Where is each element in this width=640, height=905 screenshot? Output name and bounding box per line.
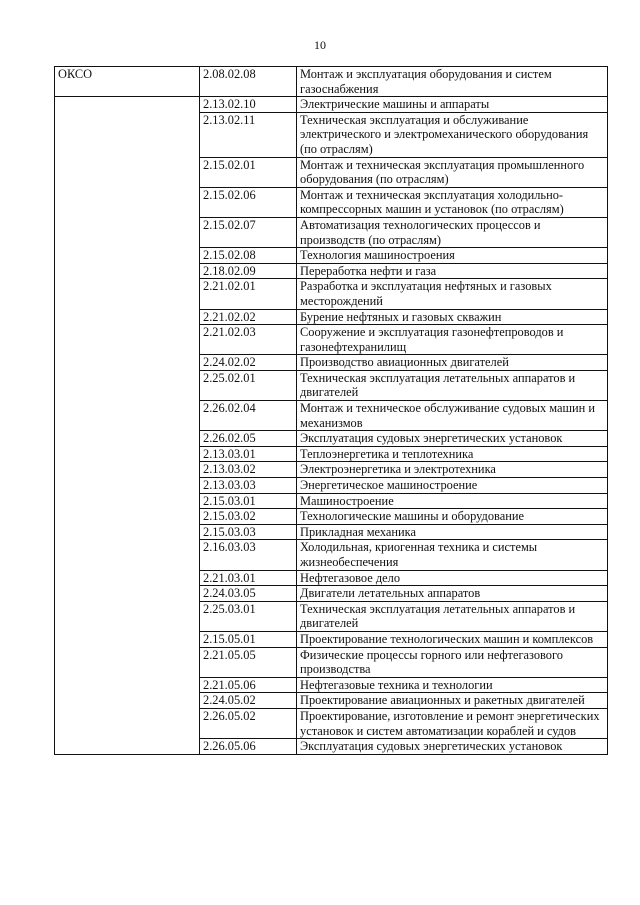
specialty-code: 2.16.03.03 — [200, 540, 297, 570]
specialty-code: 2.24.05.02 — [200, 693, 297, 709]
specialty-code: 2.15.02.06 — [200, 187, 297, 217]
specialty-code: 2.25.02.01 — [200, 370, 297, 400]
okso-table — [54, 66, 608, 755]
classifier-label-cell — [55, 279, 200, 309]
classifier-label-cell — [55, 586, 200, 602]
specialty-code: 2.26.05.02 — [200, 708, 297, 738]
table-row — [55, 157, 608, 187]
specialty-code: 2.24.02.02 — [200, 355, 297, 371]
specialty-name: Прикладная механика — [297, 524, 608, 540]
table-row — [55, 97, 608, 113]
specialty-name: Монтаж и техническое обслуживание судовых машин и механизмов — [297, 401, 608, 431]
page-number: 10 — [314, 38, 326, 52]
table-row — [55, 478, 608, 494]
specialty-name: Физические процессы горного или нефтегазового производства — [297, 647, 608, 677]
classifier-label-cell — [55, 708, 200, 738]
classifier-label-cell — [55, 325, 200, 355]
table-row — [55, 325, 608, 355]
specialty-name: Техническая эксплуатация летательных аппаратов и двигателей — [297, 601, 608, 631]
table-row — [55, 279, 608, 309]
classifier-label-cell — [55, 355, 200, 371]
classifier-label: ОКСО — [55, 67, 200, 97]
specialty-name: Эксплуатация судовых энергетических установок — [297, 739, 608, 755]
specialty-code: 2.13.03.03 — [200, 478, 297, 494]
specialty-name: Техническая эксплуатация летательных аппаратов и двигателей — [297, 370, 608, 400]
table-row — [55, 524, 608, 540]
table-row — [55, 401, 608, 431]
classifier-label-cell — [55, 263, 200, 279]
classifier-label-cell — [55, 446, 200, 462]
specialty-name: Холодильная, криогенная техника и системы жизнеобеспечения — [297, 540, 608, 570]
specialty-name: Нефтегазовое дело — [297, 570, 608, 586]
specialty-code: 2.21.02.01 — [200, 279, 297, 309]
specialty-name: Монтаж и техническая эксплуатация холодильно-компрессорных машин и установок (по отраслям) — [297, 187, 608, 217]
classifier-label-cell — [55, 431, 200, 447]
table-row — [55, 540, 608, 570]
table-row — [55, 446, 608, 462]
specialty-name: Сооружение и эксплуатация газонефтепроводов и газонефтехранилищ — [297, 325, 608, 355]
table-row — [55, 570, 608, 586]
table-row — [55, 493, 608, 509]
specialty-code: 2.24.03.05 — [200, 586, 297, 602]
specialty-name: Машиностроение — [297, 493, 608, 509]
specialty-name: Монтаж и эксплуатация оборудования и систем газоснабжения — [297, 67, 608, 97]
specialty-code: 2.15.02.07 — [200, 217, 297, 247]
table-row — [55, 708, 608, 738]
specialty-code: 2.13.02.11 — [200, 112, 297, 157]
table-row — [55, 693, 608, 709]
specialty-code: 2.13.02.10 — [200, 97, 297, 113]
table-row — [55, 112, 608, 157]
specialty-code: 2.21.02.02 — [200, 309, 297, 325]
table-row — [55, 739, 608, 755]
table-row — [55, 586, 608, 602]
classifier-label-cell — [55, 112, 200, 157]
specialty-code: 2.15.03.02 — [200, 509, 297, 525]
specialty-name: Электрические машины и аппараты — [297, 97, 608, 113]
table-row — [55, 309, 608, 325]
specialty-code: 2.15.03.03 — [200, 524, 297, 540]
table-row — [55, 462, 608, 478]
classifier-label-cell — [55, 217, 200, 247]
classifier-label-cell — [55, 478, 200, 494]
table-row — [55, 355, 608, 371]
specialty-code: 2.15.03.01 — [200, 493, 297, 509]
specialty-code: 2.15.02.01 — [200, 157, 297, 187]
specialty-name: Эксплуатация судовых энергетических установок — [297, 431, 608, 447]
classifier-label-cell — [55, 677, 200, 693]
specialty-code: 2.26.02.05 — [200, 431, 297, 447]
table-row — [55, 431, 608, 447]
specialty-code: 2.21.05.05 — [200, 647, 297, 677]
table-row — [55, 677, 608, 693]
specialty-name: Проектирование авиационных и ракетных двигателей — [297, 693, 608, 709]
specialty-name: Электроэнергетика и электротехника — [297, 462, 608, 478]
classifier-label-cell — [55, 187, 200, 217]
specialty-code: 2.21.02.03 — [200, 325, 297, 355]
table-row — [55, 631, 608, 647]
specialty-name: Теплоэнергетика и теплотехника — [297, 446, 608, 462]
table-row — [55, 263, 608, 279]
table-row — [55, 647, 608, 677]
okso-table-body — [55, 67, 608, 755]
specialty-name: Переработка нефти и газа — [297, 263, 608, 279]
specialty-name: Техническая эксплуатация и обслуживание электрического и электромеханического оборудования (по отраслям) — [297, 112, 608, 157]
specialty-name: Бурение нефтяных и газовых скважин — [297, 309, 608, 325]
table-row — [55, 248, 608, 264]
classifier-label-cell — [55, 631, 200, 647]
specialty-code: 2.18.02.09 — [200, 263, 297, 279]
classifier-label-cell — [55, 493, 200, 509]
classifier-label-cell — [55, 309, 200, 325]
classifier-label-cell — [55, 739, 200, 755]
specialty-name: Проектирование технологических машин и комплексов — [297, 631, 608, 647]
specialty-name: Двигатели летательных аппаратов — [297, 586, 608, 602]
table-row — [55, 509, 608, 525]
specialty-name: Производство авиационных двигателей — [297, 355, 608, 371]
specialty-code: 2.21.03.01 — [200, 570, 297, 586]
classifier-label-cell — [55, 570, 200, 586]
classifier-label-cell — [55, 97, 200, 113]
classifier-label-cell — [55, 157, 200, 187]
specialty-code: 2.25.03.01 — [200, 601, 297, 631]
specialty-name: Нефтегазовые техника и технологии — [297, 677, 608, 693]
specialty-name: Проектирование, изготовление и ремонт энергетических установок и систем автоматизации кораблей и судов — [297, 708, 608, 738]
specialty-name: Технологические машины и оборудование — [297, 509, 608, 525]
table-row — [55, 67, 608, 97]
classifier-label-cell — [55, 540, 200, 570]
table-row — [55, 601, 608, 631]
classifier-label-cell — [55, 693, 200, 709]
specialty-code: 2.13.03.02 — [200, 462, 297, 478]
specialty-code: 2.15.05.01 — [200, 631, 297, 647]
specialty-code: 2.26.02.04 — [200, 401, 297, 431]
classifier-label-cell — [55, 524, 200, 540]
classifier-label-cell — [55, 647, 200, 677]
specialty-name: Монтаж и техническая эксплуатация промышленного оборудования (по отраслям) — [297, 157, 608, 187]
table-row — [55, 370, 608, 400]
classifier-label-cell — [55, 601, 200, 631]
specialty-code: 2.13.03.01 — [200, 446, 297, 462]
specialty-code: 2.26.05.06 — [200, 739, 297, 755]
classifier-label-cell — [55, 509, 200, 525]
specialty-name: Энергетическое машиностроение — [297, 478, 608, 494]
classifier-label-cell — [55, 401, 200, 431]
specialty-name: Разработка и эксплуатация нефтяных и газовых месторождений — [297, 279, 608, 309]
classifier-label-cell — [55, 462, 200, 478]
specialty-name: Автоматизация технологических процессов и производств (по отраслям) — [297, 217, 608, 247]
specialty-code: 2.08.02.08 — [200, 67, 297, 97]
specialty-code: 2.21.05.06 — [200, 677, 297, 693]
table-row — [55, 217, 608, 247]
specialty-code: 2.15.02.08 — [200, 248, 297, 264]
classifier-label-cell — [55, 248, 200, 264]
classifier-label-cell — [55, 370, 200, 400]
specialty-name: Технология машиностроения — [297, 248, 608, 264]
table-row — [55, 187, 608, 217]
